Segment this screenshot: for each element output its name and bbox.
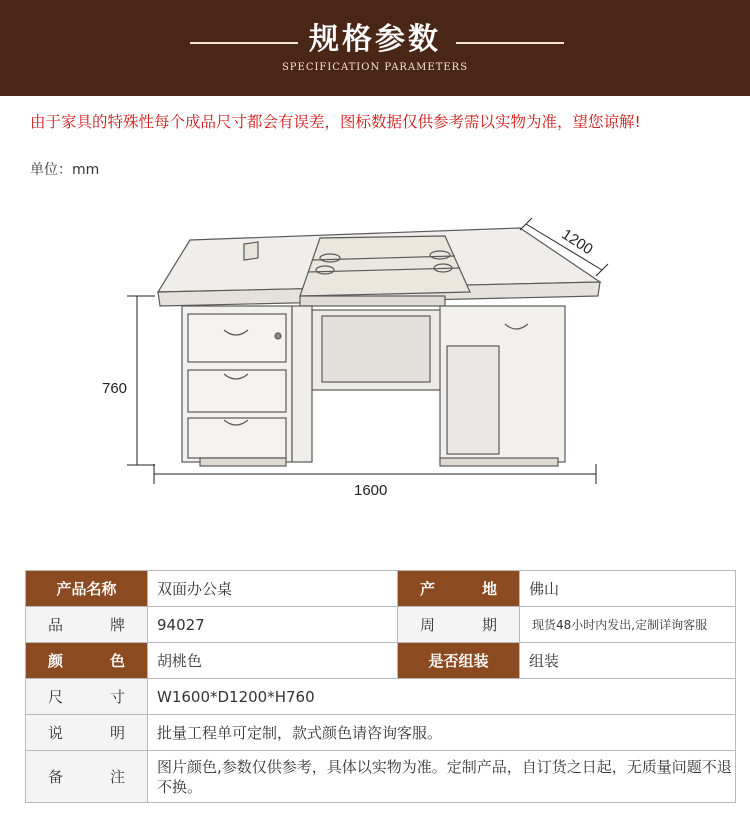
label-brand: 品 牌 (26, 607, 148, 643)
label-size: 尺 寸 (26, 679, 148, 715)
label-assembly: 是否组装 (398, 643, 520, 679)
spec-row (26, 607, 736, 643)
label-lead-time: 周 期 (398, 607, 520, 643)
label-notes: 备 注 (26, 751, 148, 803)
page-title: 规格参数 (309, 22, 441, 57)
height-dim-label: 760 (102, 380, 128, 397)
value-origin: 佛山 (520, 571, 736, 607)
depth-dim-label: 1200 (558, 225, 596, 259)
spec-table (25, 570, 736, 803)
value-description: 批量工程单可定制，款式颜色请咨询客服。 (148, 715, 736, 751)
value-brand: 94027 (148, 607, 398, 643)
spec-row (26, 643, 736, 679)
spec-row (26, 571, 736, 607)
desk-side-board (244, 242, 258, 260)
disclaimer-notice: 由于家具的特殊性每个成品尺寸都会有误差，图标数据仅供参考需以实物为准，望您谅解! (30, 113, 641, 131)
desk-drawing (0, 200, 750, 520)
spec-row (26, 715, 736, 751)
spec-row (26, 679, 736, 715)
value-size: W1600*D1200*H760 (148, 679, 736, 715)
value-lead-time: 现货48小时内发出,定制详询客服 (520, 607, 736, 643)
value-color: 胡桃色 (148, 643, 398, 679)
page-subtitle: SPECIFICATION PARAMETERS (281, 62, 469, 73)
label-origin: 产 地 (398, 571, 520, 607)
spec-row (26, 751, 736, 803)
header-banner (0, 0, 750, 96)
value-product-name: 双面办公桌 (148, 571, 398, 607)
unit-label: 单位：mm (30, 162, 100, 178)
label-description: 说 明 (26, 715, 148, 751)
width-dim-label: 1600 (354, 482, 388, 499)
label-product-name: 产品名称 (26, 571, 148, 607)
value-assembly: 组装 (520, 643, 736, 679)
value-notes: 图片颜色,参数仅供参考，具体以实物为准。定制产品，自订货之日起，无质量问题不退不换。 (148, 751, 736, 803)
label-color: 颜 色 (26, 643, 148, 679)
